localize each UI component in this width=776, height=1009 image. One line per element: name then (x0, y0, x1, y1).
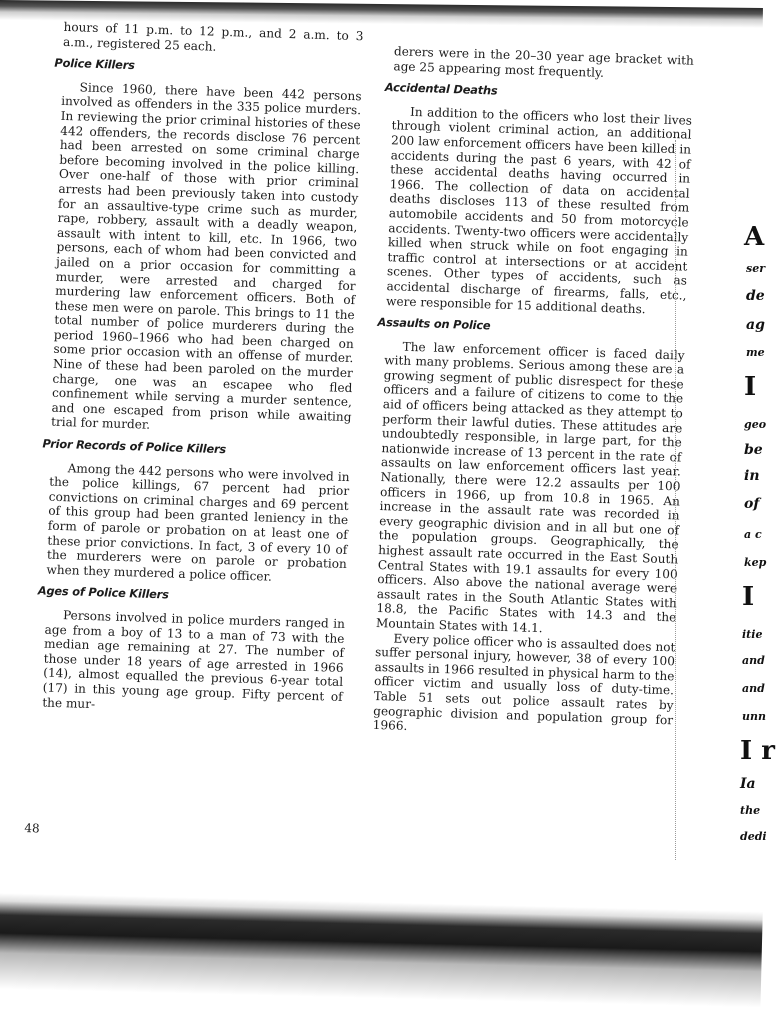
paragraph-police-killers: Since 1960, there have been 442 persons involved as offenders in the 335 police murders. In reviewing the prior criminal histories of these 442 offenders, the records disclose 76 percent had been arrested on some criminal charge before becoming involved in the police killing. Over one-half of those with prior criminal arrests had been previously taken into custody for an assaultive-type crime such as murder, rape, robbery, assault with a deadly weapon, assault with intent to kill, etc. In 1966, two persons, each of whom had been convicted and jailed on a prior occasion for committing a murder, were arrested and charged for murdering law enforcement officers. Both of these men were on parole. This brings to 11 the total number of police murderers during the period 1960–1966 who had been charged on some prior occasion with an offense of murder. Nine of these had been paroled on the murder charge, one was an escapee who fled confinement while serving a murder sentence, and one escaped from prison while awaiting trial for murder. (50, 80, 362, 433)
facing-fragment: geo (744, 418, 767, 431)
facing-fragment: and (742, 654, 765, 667)
facing-fragment: I r (740, 736, 775, 766)
paragraph-assaults-2: Every police officer who is assaulted does not suffer personal injury, however, 38 of every 100 assaults in 1966 resulted in physical harm to the officer victim and usually loss of duty-time. Table 51 sets out police assault rates by geographic division and population group for 1966. (372, 631, 676, 734)
page-number: 48 (24, 821, 40, 836)
facing-fragment: ag (746, 317, 765, 333)
heading-ages-of-police-killers: Ages of Police Killers (37, 583, 169, 602)
paragraph-ages: Persons involved in police murders ranged in age from a boy of 13 to a man of 73 with the median age remaining at 27. The number of those under 18 years of age arrested in 1966 (14), almost equalled the previous 6-year total (17) in this young age group. Fifty percent of the mur- (42, 608, 346, 711)
paragraph-assaults-1: The law enforcement officer is faced daily with many problems. Serious among these are a growing segment of public disrespect for these officers and a failure of citizens to come to the aid of officers being attacked as they attempt to perform their lawful duties. These attitudes are undoubtedly responsible, in large part, for the nationwide increase of 13 percent in the rate of assaults on law enforcement officers last year. Nationally, there were 12.2 assaults per 100 officers in 1966, up from 10.8 in 1965. An increase in the assault rate was recorded in every geographic division and in all but one of the population groups. Geographically, the highest assault rate occurred in the East South Central States with 19.1 assaults for every 100 officers. Also above the national average were assault rates in the South Atlantic States with 18.8, the Pacific States with 14.3 and the Mountain States with 14.1. (375, 339, 685, 636)
left-intro-paragraph: hours of 11 p.m. to 12 p.m., and 2 a.m. to 3 a.m., registered 25 each. (62, 19, 364, 54)
facing-fragment: kep (744, 556, 767, 569)
facing-fragment: de (746, 288, 765, 304)
facing-fragment: dedi (740, 830, 767, 843)
facing-fragment: I (742, 582, 755, 612)
right-intro-paragraph: derers were in the 20–30 year age bracket with age 25 appearing most frequently. (393, 44, 695, 80)
heading-accidental-deaths: Accidental Deaths (384, 80, 498, 98)
facing-fragment: a c (744, 528, 762, 541)
heading-police-killers: Police Killers (54, 55, 135, 73)
heading-assaults-on-police: Assaults on Police (377, 314, 491, 333)
facing-fragment: and (742, 682, 765, 695)
facing-fragment: Ia (740, 776, 756, 792)
facing-fragment: unn (742, 710, 766, 723)
heading-prior-records: Prior Records of Police Killers (42, 436, 227, 457)
facing-page-edge (736, 0, 776, 990)
paragraph-prior-records: Among the 442 persons who were involved in the police killings, 67 percent had prior convictions on criminal charges and 69 percent of this group had been granted leniency in the form of parole or probation on at least one of these prior convictions. In fact, 3 of every 10 of the murderers were on parole or probation when they murdered a police officer. (46, 460, 350, 584)
facing-fragment: in (744, 468, 760, 484)
facing-fragment: itie (742, 628, 763, 641)
facing-fragment: the (740, 804, 761, 817)
facing-fragment: A (744, 222, 765, 252)
facing-fragment: ser (746, 262, 765, 275)
facing-fragment: me (746, 346, 765, 359)
left-column (37, 19, 364, 719)
right-column (373, 44, 694, 742)
facing-fragment: of (744, 496, 760, 512)
facing-fragment: I (744, 372, 757, 402)
scan-bottom-edge (0, 893, 763, 1009)
facing-fragment: be (744, 442, 763, 458)
paragraph-accidental-deaths: In addition to the officers who lost their lives through violent criminal action, an additional 200 law enforcement officers have been killed in accidents during the past 6 years, with 42 of these accidental deaths having occurred in 1966. The collection of data on accidental deaths discloses 113 of these resulted from automobile accidents and 50 from motorcycle accidents. Twenty-two officers were accidentally killed when struck while on foot engaging in traffic control at intersections or at accident scenes. Other types of accidents, such as accidental discharge of firearms, falls, etc., were responsible for 15 additional deaths. (385, 104, 693, 316)
book-spine-shadow (665, 140, 676, 860)
